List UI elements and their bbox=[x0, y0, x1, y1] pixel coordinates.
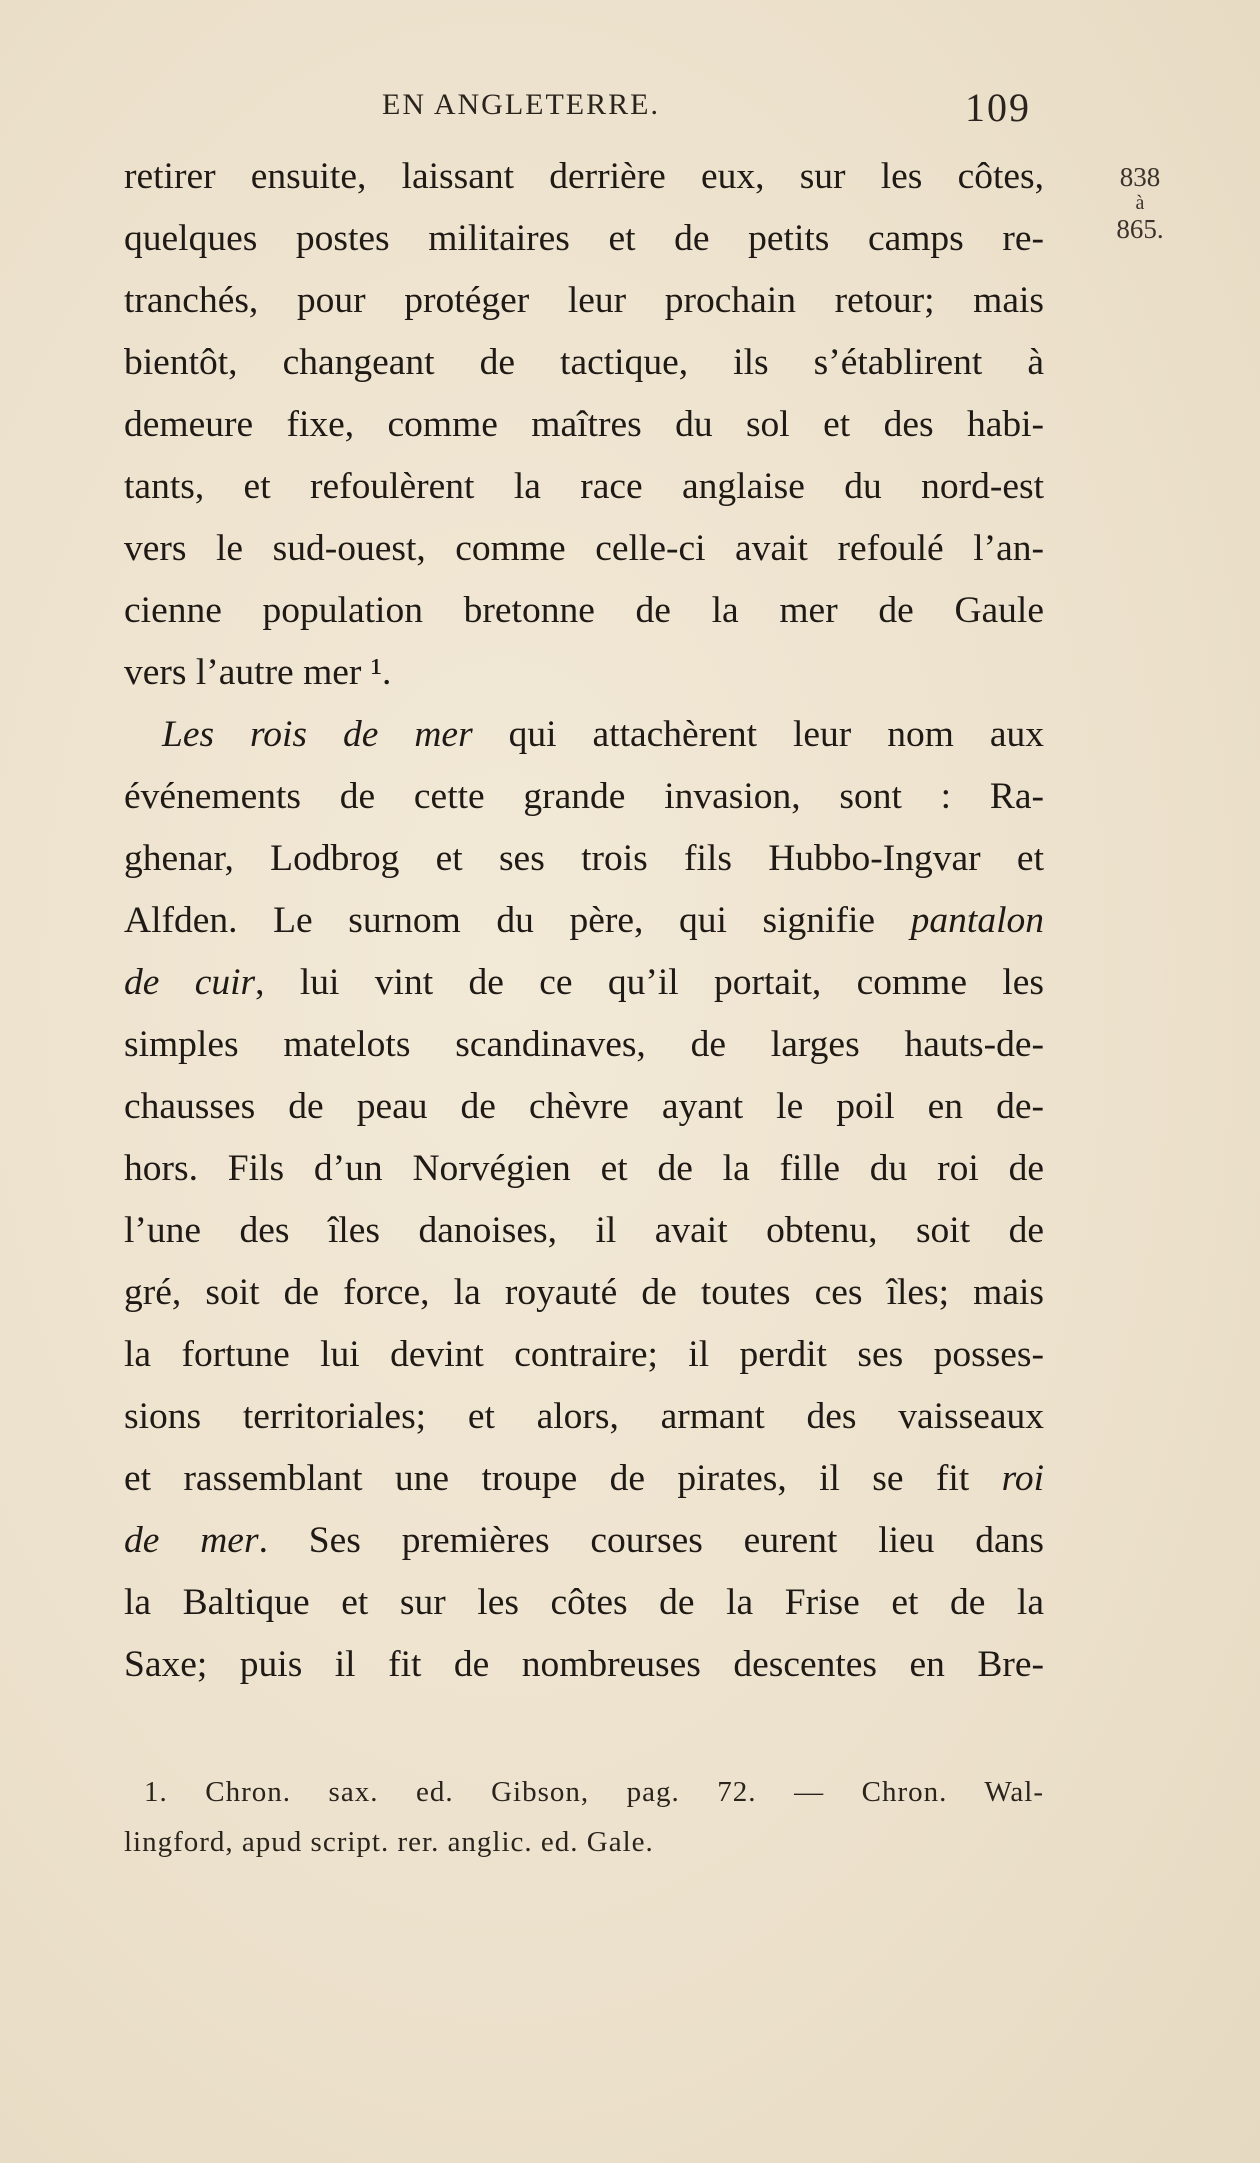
italic-phrase: pantalon bbox=[910, 900, 1044, 941]
text-line bbox=[124, 1262, 1044, 1324]
text-segment: hors. Fils d’un Norvégien et de la fille du roi de bbox=[124, 1148, 1044, 1189]
page-number: 109 bbox=[965, 85, 1031, 130]
text-line bbox=[124, 456, 1044, 518]
italic-phrase: roi bbox=[1001, 1458, 1044, 1499]
text-segment: quelques postes militaires et de petits camps re- bbox=[124, 218, 1044, 259]
text-segment: la Baltique et sur les côtes de la Frise et de la bbox=[124, 1582, 1044, 1623]
text-segment: tranchés, pour protéger leur prochain retour; mais bbox=[124, 280, 1044, 321]
text-segment: sions territoriales; et alors, armant des vaisseaux bbox=[124, 1396, 1044, 1437]
text-segment: , lui vint de ce qu’il portait, comme les bbox=[255, 962, 1044, 1003]
text-line bbox=[124, 828, 1044, 890]
text-line bbox=[124, 394, 1044, 456]
text-segment: chausses de peau de chèvre ayant le poil en de- bbox=[124, 1086, 1044, 1127]
text-segment: événements de cette grande invasion, sont : Ra- bbox=[124, 776, 1044, 817]
text-line bbox=[124, 332, 1044, 394]
text-segment: l’une des îles danoises, il avait obtenu, soit de bbox=[124, 1210, 1044, 1251]
text-line bbox=[124, 1448, 1044, 1510]
text-line bbox=[124, 1572, 1044, 1634]
text-segment: gré, soit de force, la royauté de toutes ces îles; mais bbox=[124, 1272, 1044, 1313]
text-segment: retirer ensuite, laissant derrière eux, sur les côtes, bbox=[124, 156, 1044, 197]
italic-phrase: Les rois de mer bbox=[162, 714, 473, 755]
text-line bbox=[124, 1510, 1044, 1572]
margin-date-start: 838 bbox=[1119, 162, 1161, 192]
text-line bbox=[124, 1138, 1044, 1200]
italic-phrase: de mer bbox=[124, 1520, 259, 1561]
text-line bbox=[124, 1634, 1044, 1696]
text-segment: cienne population bretonne de la mer de Gaule bbox=[124, 590, 1044, 631]
text-line bbox=[124, 766, 1044, 828]
body-text bbox=[124, 146, 1044, 1696]
italic-phrase: de cuir bbox=[124, 962, 256, 1003]
text-line bbox=[124, 208, 1044, 270]
text-line bbox=[124, 890, 1044, 952]
text-line bbox=[124, 952, 1044, 1014]
text-line bbox=[124, 270, 1044, 332]
text-segment: ghenar, Lodbrog et ses trois fils Hubbo-Ingvar et bbox=[124, 838, 1044, 879]
margin-date-note bbox=[1090, 162, 1190, 244]
text-segment: et rassemblant une troupe de pirates, il se fit bbox=[124, 1458, 1002, 1499]
text-segment: vers l’autre mer ¹. bbox=[124, 652, 392, 693]
margin-date-separator: à bbox=[1135, 192, 1145, 214]
text-segment: . Ses premières courses eurent lieu dans bbox=[258, 1520, 1045, 1561]
text-segment: tants, et refoulèrent la race anglaise du nord-est bbox=[124, 466, 1044, 507]
text-line bbox=[124, 146, 1044, 208]
text-segment: simples matelots scandinaves, de larges hauts-de- bbox=[124, 1024, 1044, 1065]
text-line bbox=[124, 518, 1044, 580]
text-line bbox=[124, 704, 1044, 766]
page-header bbox=[0, 84, 1260, 134]
text-line bbox=[124, 1386, 1044, 1448]
text-line bbox=[124, 1324, 1044, 1386]
text-line bbox=[124, 1200, 1044, 1262]
footnote-line: 1. Chron. sax. ed. Gibson, pag. 72. — Chron. Wal- bbox=[144, 1776, 1044, 1808]
text-segment: Saxe; puis il fit de nombreuses descentes en Bre- bbox=[124, 1644, 1044, 1685]
footnotes bbox=[124, 1767, 1044, 1867]
running-title: EN ANGLETERRE. bbox=[382, 88, 660, 121]
text-segment: la fortune lui devint contraire; il perdit ses posses- bbox=[124, 1334, 1044, 1375]
text-line bbox=[124, 1076, 1044, 1138]
text-line bbox=[124, 1014, 1044, 1076]
margin-date-end: 865. bbox=[1116, 214, 1164, 244]
text-segment: qui attachèrent leur nom aux bbox=[472, 714, 1044, 755]
text-segment: demeure fixe, comme maîtres du sol et des habi- bbox=[124, 404, 1044, 445]
text-segment: Alfden. Le surnom du père, qui signifie bbox=[124, 900, 911, 941]
text-line bbox=[124, 642, 1044, 704]
text-segment: bientôt, changeant de tactique, ils s’établirent à bbox=[124, 342, 1044, 383]
text-line bbox=[124, 580, 1044, 642]
text-segment: vers le sud-ouest, comme celle-ci avait refoulé l’an- bbox=[124, 528, 1044, 569]
footnote-line: lingford, apud script. rer. anglic. ed. Gale. bbox=[124, 1826, 654, 1858]
